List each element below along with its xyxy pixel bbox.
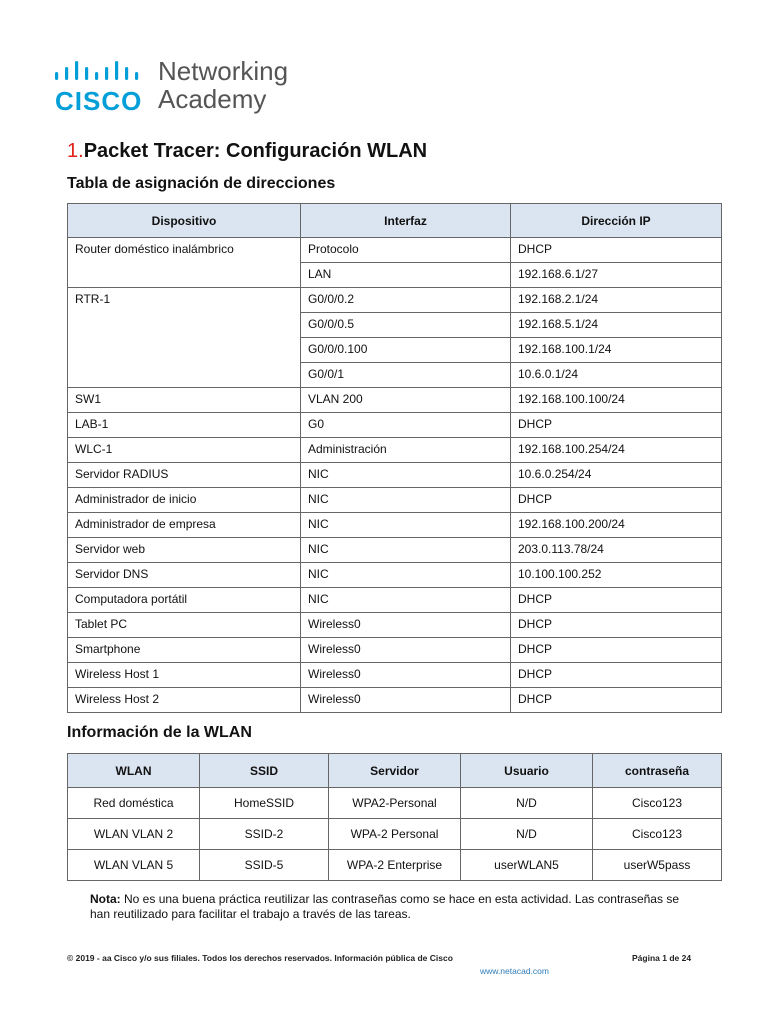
- table-row: [68, 588, 722, 613]
- device-cell: Computadora portátil: [68, 588, 301, 613]
- interface-cell: G0/0/1: [301, 363, 511, 388]
- column-header: Dirección IP: [511, 204, 722, 238]
- ip-address-cell: 192.168.5.1/24: [511, 313, 722, 338]
- table-row: [68, 613, 722, 638]
- wlan-cell: WLAN VLAN 2: [68, 819, 200, 850]
- wlan-cell: WPA-2 Personal: [329, 819, 461, 850]
- cisco-networking-academy-logo: [54, 58, 314, 118]
- wlan-cell: Cisco123: [593, 819, 722, 850]
- table-row: [68, 688, 722, 713]
- ip-address-cell: DHCP: [511, 688, 722, 713]
- column-header: Servidor: [329, 754, 461, 788]
- wlan-cell: Cisco123: [593, 788, 722, 819]
- interface-cell: G0: [301, 413, 511, 438]
- wlan-cell: SSID-2: [200, 819, 329, 850]
- ip-address-cell: DHCP: [511, 488, 722, 513]
- interface-cell: G0/0/0.5: [301, 313, 511, 338]
- wlan-cell: HomeSSID: [200, 788, 329, 819]
- column-header: Usuario: [461, 754, 593, 788]
- interface-cell: NIC: [301, 588, 511, 613]
- footer-copyright: © 2019 - aa Cisco y/o sus filiales. Todos los derechos reservados. Información pública de Cisco: [67, 953, 453, 963]
- wlan-cell: N/D: [461, 819, 593, 850]
- ip-address-cell: 192.168.2.1/24: [511, 288, 722, 313]
- addressing-table-heading: Tabla de asignación de direcciones: [67, 175, 336, 192]
- table-row: [68, 238, 722, 263]
- cisco-bars-icon: [54, 60, 150, 84]
- ip-address-cell: DHCP: [511, 638, 722, 663]
- logo-line-academy: Academy: [158, 84, 267, 114]
- ip-address-cell: 192.168.100.254/24: [511, 438, 722, 463]
- wlan-info-heading: Información de la WLAN: [67, 724, 252, 741]
- device-cell: Servidor RADIUS: [68, 463, 301, 488]
- wlan-table-header-row: [68, 754, 722, 788]
- device-cell: RTR-1: [68, 288, 301, 388]
- table-row: [68, 513, 722, 538]
- device-cell: Wireless Host 1: [68, 663, 301, 688]
- device-cell: Smartphone: [68, 638, 301, 663]
- interface-cell: Wireless0: [301, 663, 511, 688]
- ip-address-cell: 10.100.100.252: [511, 563, 722, 588]
- device-cell: Wireless Host 2: [68, 688, 301, 713]
- title-number: 1.: [67, 140, 84, 162]
- table-row: [68, 538, 722, 563]
- ip-address-cell: 192.168.6.1/27: [511, 263, 722, 288]
- note-label: Nota:: [90, 892, 121, 906]
- footer-url-link[interactable]: www.netacad.com: [480, 966, 549, 976]
- ip-address-cell: DHCP: [511, 613, 722, 638]
- interface-cell: Administración: [301, 438, 511, 463]
- interface-cell: NIC: [301, 538, 511, 563]
- ip-address-cell: DHCP: [511, 413, 722, 438]
- device-cell: Router doméstico inalámbrico: [68, 238, 301, 288]
- table-row: [68, 819, 722, 850]
- table-row: [68, 563, 722, 588]
- interface-cell: VLAN 200: [301, 388, 511, 413]
- ip-address-cell: 203.0.113.78/24: [511, 538, 722, 563]
- cisco-wordmark: CISCO: [55, 86, 143, 116]
- interface-cell: Wireless0: [301, 638, 511, 663]
- table-row: [68, 638, 722, 663]
- wlan-cell: WPA2-Personal: [329, 788, 461, 819]
- device-cell: Servidor DNS: [68, 563, 301, 588]
- table-row: [68, 413, 722, 438]
- wlan-cell: N/D: [461, 788, 593, 819]
- page-title: [67, 138, 427, 164]
- interface-cell: NIC: [301, 488, 511, 513]
- footer-page-number: Página 1 de 24: [632, 953, 692, 963]
- ip-address-cell: DHCP: [511, 663, 722, 688]
- table-row: [68, 663, 722, 688]
- device-cell: SW1: [68, 388, 301, 413]
- ip-address-cell: 10.6.0.1/24: [511, 363, 722, 388]
- table-row: [68, 288, 722, 313]
- ip-address-cell: 192.168.100.100/24: [511, 388, 722, 413]
- addressing-table-header-row: [68, 204, 722, 238]
- interface-cell: Wireless0: [301, 613, 511, 638]
- device-cell: WLC-1: [68, 438, 301, 463]
- table-row: [68, 850, 722, 881]
- addressing-table: [67, 203, 722, 713]
- wlan-info-table: [67, 753, 722, 881]
- interface-cell: G0/0/0.100: [301, 338, 511, 363]
- ip-address-cell: DHCP: [511, 238, 722, 263]
- interface-cell: G0/0/0.2: [301, 288, 511, 313]
- wlan-cell: Red doméstica: [68, 788, 200, 819]
- interface-cell: Wireless0: [301, 688, 511, 713]
- title-text: Packet Tracer: Configuración WLAN: [83, 140, 428, 162]
- column-header: Interfaz: [301, 204, 511, 238]
- ip-address-cell: 192.168.100.200/24: [511, 513, 722, 538]
- table-row: [68, 788, 722, 819]
- table-row: [68, 488, 722, 513]
- interface-cell: NIC: [301, 463, 511, 488]
- wlan-cell: WPA-2 Enterprise: [329, 850, 461, 881]
- logo-line-networking: Networking: [158, 56, 289, 86]
- table-row: [68, 388, 722, 413]
- device-cell: Tablet PC: [68, 613, 301, 638]
- table-row: [68, 463, 722, 488]
- interface-cell: Protocolo: [301, 238, 511, 263]
- note-text: No es una buena práctica reutilizar las contraseñas como se hace en esta actividad. Las contraseñas se han reutilizado para facilitar el trabajo a través de las tareas.: [90, 892, 679, 921]
- ip-address-cell: DHCP: [511, 588, 722, 613]
- wlan-cell: userWLAN5: [461, 850, 593, 881]
- wlan-cell: userW5pass: [593, 850, 722, 881]
- device-cell: Administrador de inicio: [68, 488, 301, 513]
- device-cell: LAB-1: [68, 413, 301, 438]
- interface-cell: NIC: [301, 563, 511, 588]
- wlan-cell: SSID-5: [200, 850, 329, 881]
- wlan-cell: WLAN VLAN 5: [68, 850, 200, 881]
- interface-cell: LAN: [301, 263, 511, 288]
- ip-address-cell: 10.6.0.254/24: [511, 463, 722, 488]
- column-header: SSID: [200, 754, 329, 788]
- column-header: WLAN: [68, 754, 200, 788]
- column-header: Dispositivo: [68, 204, 301, 238]
- ip-address-cell: 192.168.100.1/24: [511, 338, 722, 363]
- column-header: contraseña: [593, 754, 722, 788]
- device-cell: Administrador de empresa: [68, 513, 301, 538]
- interface-cell: NIC: [301, 513, 511, 538]
- note: [90, 892, 700, 922]
- table-row: [68, 438, 722, 463]
- device-cell: Servidor web: [68, 538, 301, 563]
